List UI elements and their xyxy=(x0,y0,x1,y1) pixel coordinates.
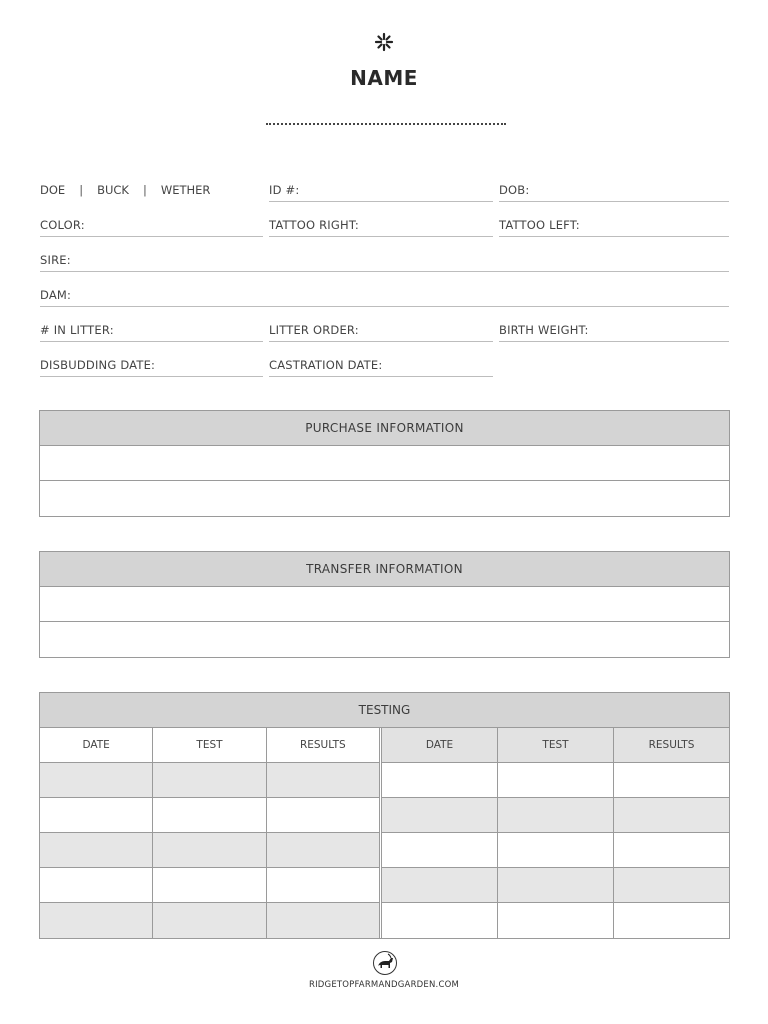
tattoo-right-label: TATTOO RIGHT: xyxy=(269,218,359,232)
castration-date-label: CASTRATION DATE: xyxy=(269,358,383,372)
table-row xyxy=(40,763,379,798)
column-header-results: RESULTS xyxy=(648,739,695,751)
flower-icon xyxy=(0,32,768,57)
table-cell[interactable] xyxy=(153,868,266,902)
purchase-row[interactable] xyxy=(40,481,729,516)
table-cell[interactable] xyxy=(267,763,379,797)
table-cell[interactable] xyxy=(40,868,153,902)
color-field[interactable] xyxy=(40,217,263,237)
disbudding-date-field[interactable] xyxy=(40,357,263,377)
birth-weight-label: BIRTH WEIGHT: xyxy=(499,323,589,337)
table-cell[interactable] xyxy=(40,903,153,938)
testing-table xyxy=(39,692,730,939)
purchase-information-header: PURCHASE INFORMATION xyxy=(40,411,729,446)
sex-separator: | xyxy=(79,183,84,197)
testing-column-headers xyxy=(382,728,729,763)
in-litter-label: # IN LITTER: xyxy=(40,323,114,337)
table-cell[interactable] xyxy=(153,903,266,938)
table-row xyxy=(40,833,379,868)
goat-logo-icon xyxy=(372,950,398,976)
sire-field[interactable] xyxy=(40,252,729,272)
dob-field[interactable] xyxy=(499,182,729,202)
table-cell[interactable] xyxy=(382,763,498,797)
table-cell[interactable] xyxy=(498,798,614,832)
tattoo-left-field[interactable] xyxy=(499,217,729,237)
name-input-line[interactable] xyxy=(266,122,506,125)
sire-label: SIRE: xyxy=(40,253,71,267)
purchase-information-box xyxy=(39,410,730,517)
table-cell[interactable] xyxy=(614,798,729,832)
table-row xyxy=(40,868,379,903)
table-cell[interactable] xyxy=(498,763,614,797)
table-row xyxy=(382,868,729,903)
testing-right-half xyxy=(382,728,729,938)
tattoo-right-field[interactable] xyxy=(269,217,493,237)
column-header-date: DATE xyxy=(40,728,153,762)
sex-separator: | xyxy=(142,183,147,197)
table-cell[interactable] xyxy=(498,868,614,902)
transfer-row[interactable] xyxy=(40,622,729,657)
transfer-row[interactable] xyxy=(40,587,729,622)
tattoo-left-label: TATTOO LEFT: xyxy=(499,218,580,232)
sex-option-buck[interactable]: BUCK xyxy=(97,183,129,197)
id-label: ID #: xyxy=(269,183,300,197)
table-cell[interactable] xyxy=(498,903,614,938)
column-header-test: TEST xyxy=(153,728,266,762)
purchase-row[interactable] xyxy=(40,446,729,481)
column-header-date: DATE xyxy=(382,728,498,762)
table-cell[interactable] xyxy=(267,833,379,867)
transfer-information-header: TRANSFER INFORMATION xyxy=(40,552,729,587)
dob-label: DOB: xyxy=(499,183,530,197)
table-cell[interactable] xyxy=(614,903,729,938)
transfer-information-box xyxy=(39,551,730,658)
table-row xyxy=(40,798,379,833)
litter-order-label: LITTER ORDER: xyxy=(269,323,359,337)
table-cell[interactable] xyxy=(382,903,498,938)
page-title: NAME xyxy=(350,66,418,90)
table-cell[interactable] xyxy=(40,798,153,832)
table-cell[interactable] xyxy=(267,903,379,938)
testing-column-headers xyxy=(40,728,379,763)
column-header-results: RESULTS xyxy=(299,739,346,751)
table-row xyxy=(382,833,729,868)
testing-left-half xyxy=(40,728,382,938)
dam-field[interactable] xyxy=(40,287,729,307)
castration-date-field[interactable] xyxy=(269,357,493,377)
table-cell[interactable] xyxy=(40,833,153,867)
table-cell[interactable] xyxy=(614,868,729,902)
table-cell[interactable] xyxy=(614,763,729,797)
column-header-test: TEST xyxy=(498,728,614,762)
dam-label: DAM: xyxy=(40,288,72,302)
in-litter-field[interactable] xyxy=(40,322,263,342)
table-cell[interactable] xyxy=(40,763,153,797)
id-field[interactable] xyxy=(269,182,493,202)
sex-option-wether[interactable]: WETHER xyxy=(160,183,211,197)
sex-selector[interactable] xyxy=(40,182,210,198)
table-cell[interactable] xyxy=(153,763,266,797)
table-row xyxy=(382,903,729,938)
testing-header: TESTING xyxy=(40,693,729,728)
table-cell[interactable] xyxy=(614,833,729,867)
table-cell[interactable] xyxy=(382,833,498,867)
table-cell[interactable] xyxy=(267,798,379,832)
table-cell[interactable] xyxy=(153,798,266,832)
table-row xyxy=(382,798,729,833)
table-row xyxy=(382,763,729,798)
table-cell[interactable] xyxy=(382,798,498,832)
sex-option-doe[interactable]: DOE xyxy=(40,183,66,197)
litter-order-field[interactable] xyxy=(269,322,493,342)
footer-website: RIDGETOPFARMANDGARDEN.COM xyxy=(308,980,460,990)
birth-weight-field[interactable] xyxy=(499,322,729,342)
table-cell[interactable] xyxy=(498,833,614,867)
table-cell[interactable] xyxy=(267,868,379,902)
table-cell[interactable] xyxy=(382,868,498,902)
color-label: COLOR: xyxy=(40,218,85,232)
table-cell[interactable] xyxy=(153,833,266,867)
table-row xyxy=(40,903,379,938)
disbudding-date-label: DISBUDDING DATE: xyxy=(40,358,156,372)
